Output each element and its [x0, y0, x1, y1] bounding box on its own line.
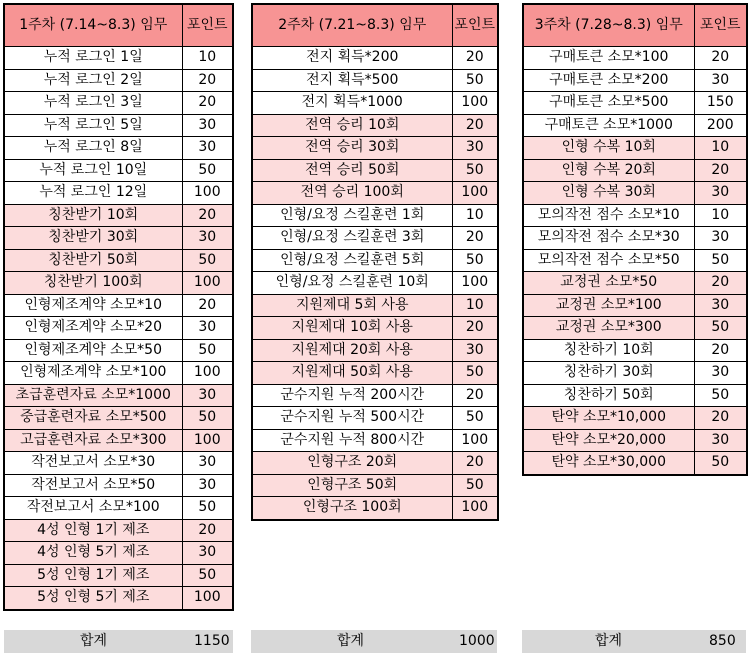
mission-cell: 인형제조계약 소모*20	[4, 317, 182, 340]
table-row	[523, 272, 747, 295]
table-row	[4, 92, 233, 115]
points-cell: 100	[452, 92, 498, 115]
table-row	[4, 69, 233, 92]
table-row	[252, 339, 498, 362]
table-row	[4, 497, 233, 520]
table-row	[4, 294, 233, 317]
points-cell: 10	[182, 47, 233, 70]
points-cell: 10	[452, 294, 498, 317]
table-row	[4, 272, 233, 295]
table-row	[523, 384, 747, 407]
points-cell: 20	[694, 47, 747, 70]
points-cell: 10	[694, 204, 747, 227]
mission-cell: 전역 승리 30회	[252, 137, 452, 160]
table-row	[523, 362, 747, 385]
mission-cell: 군수지원 누적 500시간	[252, 407, 452, 430]
points-cell: 200	[694, 114, 747, 137]
mission-cell: 누적 로그인 1일	[4, 47, 182, 70]
table-row	[252, 429, 498, 452]
points-cell: 20	[182, 294, 233, 317]
points-cell: 30	[694, 294, 747, 317]
points-cell: 50	[694, 452, 747, 475]
mission-cell: 탄약 소모*30,000	[523, 452, 694, 475]
table-row	[4, 384, 233, 407]
total-value: 1000	[459, 633, 495, 649]
table-row	[252, 249, 498, 272]
table-row	[4, 137, 233, 160]
table-row	[4, 159, 233, 182]
mission-cell: 칭찬하기 50회	[523, 384, 694, 407]
points-cell: 100	[452, 497, 498, 520]
mission-cell: 인형제조계약 소모*50	[4, 339, 182, 362]
table-row	[252, 362, 498, 385]
week2-total-bar	[251, 630, 497, 653]
table-row	[252, 452, 498, 475]
mission-cell: 전역 승리 100회	[252, 182, 452, 205]
table-row	[252, 137, 498, 160]
table-row	[4, 519, 233, 542]
header-points: 포인트	[452, 4, 498, 47]
table-row	[523, 249, 747, 272]
week2-mission-table	[251, 3, 499, 521]
mission-cell: 지원제대 50회 사용	[252, 362, 452, 385]
table-row	[4, 542, 233, 565]
table-row	[252, 272, 498, 295]
mission-cell: 인형 수복 20회	[523, 159, 694, 182]
table-row	[4, 474, 233, 497]
points-cell: 20	[694, 159, 747, 182]
points-cell: 20	[182, 204, 233, 227]
points-cell: 100	[182, 587, 233, 610]
points-cell: 30	[694, 227, 747, 250]
table-row	[252, 47, 498, 70]
mission-cell: 누적 로그인 10일	[4, 159, 182, 182]
points-cell: 30	[182, 542, 233, 565]
mission-cell: 전지 획득*1000	[252, 92, 452, 115]
mission-cell: 인형구조 100회	[252, 497, 452, 520]
table-row	[523, 452, 747, 475]
table-row	[252, 474, 498, 497]
points-cell: 20	[452, 384, 498, 407]
total-value: 1150	[194, 633, 230, 649]
mission-cell: 교정권 소모*100	[523, 294, 694, 317]
mission-cell: 구매토큰 소모*200	[523, 69, 694, 92]
mission-cell: 칭찬하기 30회	[523, 362, 694, 385]
mission-cell: 작전보고서 소모*30	[4, 452, 182, 475]
mission-cell: 군수지원 누적 200시간	[252, 384, 452, 407]
mission-cell: 인형 수복 10회	[523, 137, 694, 160]
mission-cell: 작전보고서 소모*50	[4, 474, 182, 497]
points-cell: 100	[182, 429, 233, 452]
mission-cell: 지원제대 5회 사용	[252, 294, 452, 317]
week1-total-bar	[4, 630, 233, 653]
table-row	[523, 339, 747, 362]
points-cell: 20	[452, 452, 498, 475]
points-cell: 50	[452, 249, 498, 272]
table-row	[523, 47, 747, 70]
mission-cell: 중급훈련자료 소모*500	[4, 407, 182, 430]
total-label: 합계	[80, 633, 108, 649]
mission-cell: 인형제조계약 소모*100	[4, 362, 182, 385]
points-cell: 20	[452, 114, 498, 137]
points-cell: 10	[452, 204, 498, 227]
table-row	[4, 47, 233, 70]
points-cell: 100	[452, 429, 498, 452]
table-row	[523, 159, 747, 182]
points-cell: 30	[182, 317, 233, 340]
mission-cell: 칭찬받기 50회	[4, 249, 182, 272]
points-cell: 20	[182, 69, 233, 92]
mission-cell: 칭찬받기 30회	[4, 227, 182, 250]
points-cell: 100	[182, 182, 233, 205]
mission-cell: 교정권 소모*50	[523, 272, 694, 295]
points-cell: 100	[452, 272, 498, 295]
table-row	[252, 69, 498, 92]
points-cell: 30	[182, 452, 233, 475]
table-row	[4, 362, 233, 385]
table-row	[4, 182, 233, 205]
points-cell: 30	[452, 137, 498, 160]
points-cell: 20	[694, 339, 747, 362]
table-row	[252, 227, 498, 250]
mission-cell: 교정권 소모*300	[523, 317, 694, 340]
table-header-row	[252, 4, 498, 47]
points-cell: 30	[182, 474, 233, 497]
points-cell: 20	[182, 92, 233, 115]
mission-cell: 5성 인형 1기 제조	[4, 564, 182, 587]
mission-cell: 칭찬받기 10회	[4, 204, 182, 227]
table-row	[252, 92, 498, 115]
mission-cell: 칭찬받기 100회	[4, 272, 182, 295]
mission-cell: 지원제대 10회 사용	[252, 317, 452, 340]
total-label: 합계	[337, 633, 365, 649]
table-row	[523, 114, 747, 137]
mission-cell: 4성 인형 5기 제조	[4, 542, 182, 565]
mission-cell: 누적 로그인 3일	[4, 92, 182, 115]
mission-cell: 전역 승리 50회	[252, 159, 452, 182]
mission-cell: 모의작전 점수 소모*30	[523, 227, 694, 250]
mission-cell: 전지 획득*200	[252, 47, 452, 70]
header-title: 2주차 (7.21~8.3) 임무	[252, 4, 452, 47]
points-cell: 50	[694, 384, 747, 407]
mission-cell: 군수지원 누적 800시간	[252, 429, 452, 452]
table-row	[252, 294, 498, 317]
mission-cell: 구매토큰 소모*100	[523, 47, 694, 70]
table-row	[4, 429, 233, 452]
points-cell: 20	[452, 317, 498, 340]
table-row	[252, 407, 498, 430]
mission-cell: 작전보고서 소모*100	[4, 497, 182, 520]
mission-cell: 인형 수복 30회	[523, 182, 694, 205]
table-row	[252, 114, 498, 137]
header-points: 포인트	[182, 4, 233, 47]
points-cell: 50	[694, 317, 747, 340]
mission-cell: 인형제조계약 소모*10	[4, 294, 182, 317]
points-cell: 20	[694, 407, 747, 430]
points-cell: 100	[182, 362, 233, 385]
table-row	[523, 429, 747, 452]
mission-cell: 누적 로그인 12일	[4, 182, 182, 205]
mission-cell: 인형/요정 스킬훈련 10회	[252, 272, 452, 295]
mission-cell: 지원제대 20회 사용	[252, 339, 452, 362]
header-title: 1주차 (7.14~8.3) 임무	[4, 4, 182, 47]
points-cell: 50	[182, 407, 233, 430]
week1-mission-table	[3, 3, 234, 611]
points-cell: 150	[694, 92, 747, 115]
table-row	[4, 339, 233, 362]
points-cell: 50	[452, 159, 498, 182]
table-row	[4, 452, 233, 475]
points-cell: 50	[452, 362, 498, 385]
mission-cell: 전지 획득*500	[252, 69, 452, 92]
points-cell: 30	[182, 137, 233, 160]
points-cell: 20	[452, 47, 498, 70]
table-row	[252, 159, 498, 182]
mission-cell: 고급훈련자료 소모*300	[4, 429, 182, 452]
points-cell: 50	[182, 159, 233, 182]
mission-cell: 인형구조 20회	[252, 452, 452, 475]
mission-cell: 초급훈련자료 소모*1000	[4, 384, 182, 407]
mission-cell: 누적 로그인 2일	[4, 69, 182, 92]
table-row	[523, 317, 747, 340]
table-row	[523, 182, 747, 205]
table-row	[252, 317, 498, 340]
points-cell: 20	[452, 227, 498, 250]
points-cell: 50	[452, 407, 498, 430]
points-cell: 20	[694, 272, 747, 295]
table-row	[4, 587, 233, 610]
table-row	[523, 69, 747, 92]
total-label: 합계	[595, 633, 623, 649]
mission-cell: 모의작전 점수 소모*50	[523, 249, 694, 272]
points-cell: 50	[182, 249, 233, 272]
week3-total-bar	[522, 630, 746, 653]
total-value: 850	[709, 633, 736, 649]
mission-cell: 인형구조 50회	[252, 474, 452, 497]
points-cell: 50	[452, 474, 498, 497]
points-cell: 30	[182, 114, 233, 137]
table-header-row	[4, 4, 233, 47]
points-cell: 30	[694, 69, 747, 92]
points-cell: 30	[452, 339, 498, 362]
mission-cell: 인형/요정 스킬훈련 1회	[252, 204, 452, 227]
mission-cell: 탄약 소모*10,000	[523, 407, 694, 430]
mission-cell: 구매토큰 소모*1000	[523, 114, 694, 137]
points-cell: 10	[694, 137, 747, 160]
table-row	[523, 407, 747, 430]
points-cell: 20	[182, 519, 233, 542]
table-row	[4, 204, 233, 227]
points-cell: 50	[452, 69, 498, 92]
table-row	[4, 407, 233, 430]
mission-cell: 탄약 소모*20,000	[523, 429, 694, 452]
points-cell: 30	[182, 227, 233, 250]
points-cell: 50	[182, 339, 233, 362]
points-cell: 30	[694, 182, 747, 205]
table-row	[523, 137, 747, 160]
table-row	[252, 182, 498, 205]
points-cell: 50	[694, 249, 747, 272]
points-cell: 50	[182, 564, 233, 587]
mission-cell: 전역 승리 10회	[252, 114, 452, 137]
table-row	[4, 227, 233, 250]
points-cell: 30	[694, 362, 747, 385]
points-cell: 100	[452, 182, 498, 205]
table-row	[4, 317, 233, 340]
table-row	[523, 92, 747, 115]
table-row	[252, 384, 498, 407]
points-cell: 50	[182, 497, 233, 520]
table-header-row	[523, 4, 747, 47]
mission-cell: 칭찬하기 10회	[523, 339, 694, 362]
header-title: 3주차 (7.28~8.3) 임무	[523, 4, 694, 47]
mission-cell: 구매토큰 소모*500	[523, 92, 694, 115]
table-row	[523, 204, 747, 227]
mission-cell: 모의작전 점수 소모*10	[523, 204, 694, 227]
mission-cell: 인형/요정 스킬훈련 5회	[252, 249, 452, 272]
table-row	[252, 497, 498, 520]
points-cell: 30	[694, 429, 747, 452]
table-row	[523, 227, 747, 250]
week3-mission-table	[522, 3, 748, 476]
points-cell: 100	[182, 272, 233, 295]
points-cell: 30	[182, 384, 233, 407]
mission-cell: 4성 인형 1기 제조	[4, 519, 182, 542]
mission-cell: 인형/요정 스킬훈련 3회	[252, 227, 452, 250]
table-row	[523, 294, 747, 317]
header-points: 포인트	[694, 4, 747, 47]
table-row	[4, 114, 233, 137]
mission-cell: 누적 로그인 8일	[4, 137, 182, 160]
mission-cell: 5성 인형 5기 제조	[4, 587, 182, 610]
table-row	[252, 204, 498, 227]
table-row	[4, 564, 233, 587]
table-row	[4, 249, 233, 272]
mission-cell: 누적 로그인 5일	[4, 114, 182, 137]
